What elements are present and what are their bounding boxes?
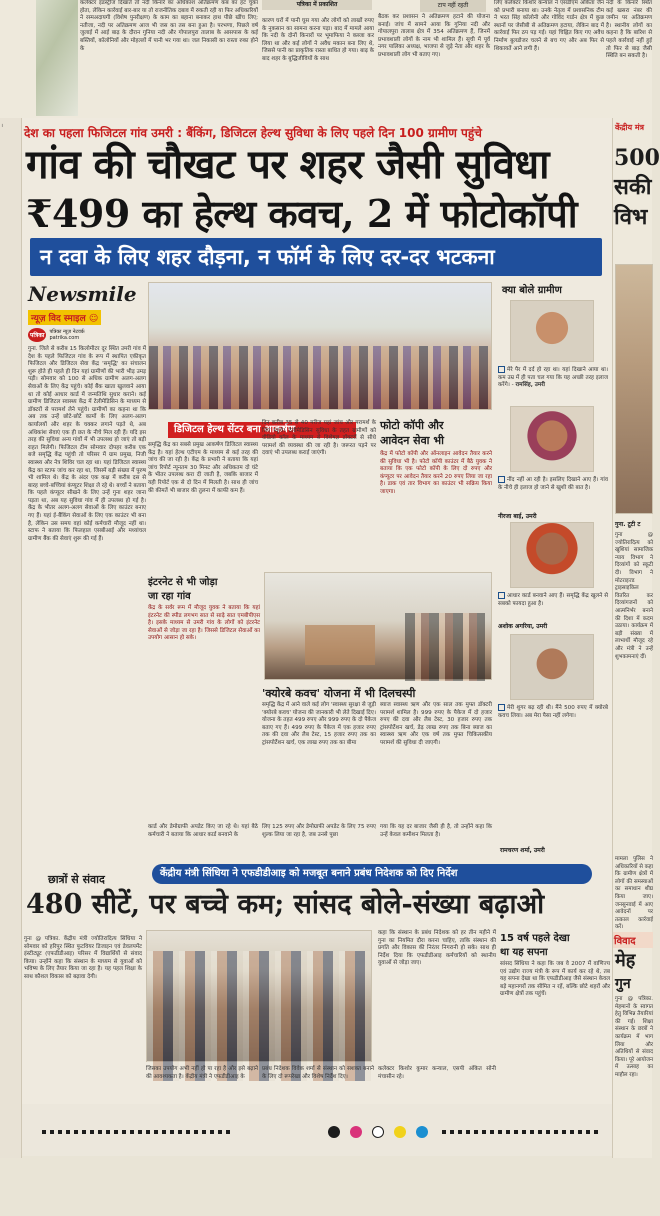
- quote-icon: [498, 704, 505, 711]
- top-col-f: नदी के किनारे स्थित कई खसरा नंबर की जमीन पर अतिक्रमण है। स्थानीय लोगों का कहना है कि बारिश से पहले कार्रवाई नहीं हुई तो फिर से बाढ़ जैसी स्थिति बन सकती है।: [606, 0, 652, 60]
- bottom-text-2: लिए 125 रुपए और डेमोग्राफी अपडेट के लिए 75 रुपए शुल्क लिया जा रहा है, जब उनसे पूछा: [262, 824, 376, 838]
- reaction-quote-3: [498, 592, 608, 618]
- reaction-photo-4: [510, 634, 594, 700]
- top-col-d-pill: [420, 0, 486, 12]
- left-sliver: [0, 118, 22, 1158]
- lower-blue-banner-text: केंद्रीय मंत्री सिंधिया ने एफडीडीआइ को मजबूत बनाने प्रबंध निदेशक को दिए निर्देश: [160, 868, 458, 879]
- col-3-text: दिन करीब 35 से 40 मरीज यहां जांच और परामर्श के लिए पहुंचे। टेलीमेडिसिन सुविधा के तहत ग्रामीणों को वीडियो कॉल के माध्यम से विशेषज्ञ डॉक्टरों से सीधे परामर्श की व्यवस्था की जा रही है। जरूरत पड़ने पर दवाएं भी उपलब्ध कराई जाएंगी।: [262, 420, 376, 457]
- brand-site: patrika.com: [49, 335, 80, 341]
- register-dot-magenta: [350, 1126, 362, 1138]
- main-col-1-text: गुना. जिले से करीब 15 किलोमीटर दूर स्थित उमरी गांव में देश के पहले फिजिटल गांव के रूप में स्थापित एकीकृत फिजिटल और डिजिटल सेवा केंद्र 'समृद्धि' का संचालन शुरू होते ही पहले ही दिन यहां ग्रामीणों की भारी भीड़ उमड़ पड़ी। सोमवार को 100 से अधिक ग्रामीण अलग-अलग सेवाओं के लिए केंद्र पहुंचे। कोई बैंक खाता खुलवाने आया था तो कोई आधार कार्ड में जन्मतिथि सुधार कराने। कई ग्रामीण डिजिटल स्वास्थ्य केंद्र में टेलीमेडिसिन के माध्यम से डॉक्टरों से परामर्श लेने पहुंचे। ग्रामीणों का कहना था कि अब तक उन्हें छोटे-छोटे कामों के लिए अलग-अलग कार्यालयों और शहर के चक्कर लगाने पड़ते थे, अब अधिकांश सेवाएं एक ही छत के नीचे मिल रही हैं। यदि इस तरह की सुविधा अन्य गांवों में भी उपलब्ध हो जाएं तो बड़ी राहत मिलेगी। फिजिटल टीम सोमवार दोपहर करीब एक बजे समृद्धि केंद्र पहुंची तो परिसर में ग्राम प्रमुख, निजी स्वास्थ्य और नेत्र शिविर चल रहा था। यहां डिजिटल स्वास्थ्य केंद्र का स्टाफ जांच कर रहा था, जिसमें बड़ी संख्या में पुरुष भी शामिल थे। केंद्र के अंदर एक कक्ष में करीब दस से बारह बच्चे-बच्चियां कंप्यूटर शिक्षा ले रहे थे। बच्चों ने बताया कि पहले कंप्यूटर सीखने के लिए उन्हें गुना शहर जाना पड़ता था, अब यह सुविधा गांव में ही उपलब्ध हो गई है। केंद्र के भीतर अलग-अलग सेवाओं के लिए काउंटर बनाए गए हैं। यहां ई-बैंकिंग सेवाओं के लिए एक काउंटर भी बना है, लेकिन उस समय वहां कोई कर्मचारी मौजूद नहीं था। स्टाफ ने बताया कि फिलहाल एसबीआई और मध्यांचल ग्रामीण बैंक की सेवाएं शुरू की गई हैं।: [28, 346, 146, 542]
- blue-banner: [30, 238, 602, 276]
- reaction-photo-1: [510, 300, 594, 362]
- print-register-strip: [22, 1104, 612, 1156]
- right-text-3: गुना @ पत्रिका. मेहमानों के स्वागत हेतु विभिन्न तैयारियां की गईं। शिक्षा संस्थान के छात्रों ने कार्यक्रम में भाग लिया और अतिथियों से संवाद किया। पूरे आयोजन में उत्साह का माहौल रहा।: [615, 996, 653, 1078]
- lower-blue-banner: [152, 864, 592, 884]
- reaction-photo-3: [510, 522, 594, 588]
- photo-crowd: [149, 346, 491, 409]
- lower-kicker-text: छात्रों से संवाद: [48, 873, 105, 886]
- quote-icon: [498, 592, 505, 599]
- brand-network: पत्रिका न्यूज़ नेटवर्क: [49, 329, 85, 335]
- brand-box: [28, 282, 146, 342]
- right-column: [612, 118, 660, 1158]
- photocopy-heading-1: फोटो कॉपी और: [380, 419, 444, 432]
- top-col-e: लिए कलेक्टर किशोर कन्याल ने एसडीएम अंकिता जैन को प्रभारी बनाया था। उनके नेतृत्व में प्रशासनिक टीम ने भरत सिंह कॉलोनी और गोविंद गार्डन क्षेत्र में कुछ स्थानों पर जेसीबी से अतिक्रमण हटाया, लेकिन बाद में कार्रवाई फिर ठप पड़ गई। यहां चिह्नित किए गए अवैध निर्माण बुलडोजर चलने से बच गए और अब फिर से शिकायतें आने लगी हैं।: [494, 0, 604, 52]
- reaction-quote-4: [498, 704, 608, 732]
- top-col-c-header-text: पत्रिका में प्रकाशित: [296, 1, 338, 8]
- register-dot-yellow: [394, 1126, 406, 1138]
- kicker-line: [24, 122, 614, 138]
- right-big-3: विभ: [614, 204, 648, 230]
- lower-headline-text: 480 सीटें, पर बच्चे कम; सांसद बोले-संख्या बढ़ाओ: [26, 889, 545, 920]
- right-kicker: केंद्रीय मंत्र: [615, 123, 645, 132]
- internet-text: केंद्र के सर्वर रूम में मौजूद युवक ने बताया कि यहां इंटरनेट की स्पीड लगभग सात से साढ़े सात एमबीपीएस है। इसके माध्यम से उमरी गांव के लोगों को इंटरनेट सेवाओं से जोड़ा जा रहा है। जिससे डिजिटल सेवाओं का उपयोग आसान हो सके।: [148, 605, 260, 642]
- reaction-quote-2: [498, 476, 608, 512]
- top-col-c: कारण घरों में पानी घुस गया और लोगों को लाखों रुपए के नुकसान का सामना करना पड़ा। बाद में मामले आया कि नदी के दोनों किनारों पर भूमाफिया ने कब्जा कर लिया था और कई लोगों ने अवैध मकान बना लिए थे, जिससे पानी का प्राकृतिक रास्ता बाधित हो गया। बाढ़ के बाद शहर के बुद्धिजीवियों के साथ: [262, 18, 374, 62]
- bottom-text-1: कार्ड और डेमोग्राफी अपडेट किए जा रहे थे। यहां बैठे कर्मचारी ने बताया कि आधार कार्ड बनवाने के: [148, 824, 258, 838]
- headline-1-text: गांव की चौखट पर शहर जैसी सुविधा: [26, 141, 549, 188]
- brand-logo: Newsmile: [28, 282, 137, 306]
- register-crosshair-icon: [372, 1126, 384, 1138]
- lower-photo-people: [147, 951, 371, 1081]
- reaction-name-3: अशोक अगरिया, उमरी: [498, 623, 548, 630]
- internet-heading-1: इंटरनेट से भी जोड़ा: [148, 577, 218, 588]
- kicker-text: देश का पहला फिजिटल गांव उमरी : बैंकिंग, डिजिटल हेल्थ सुविधा के लिए पहले दिन 100 ग्रामीण पहुंचे: [24, 126, 482, 140]
- reaction-name-1: रामसिंह, उमरी: [515, 382, 545, 389]
- right-big-2: सकी: [614, 174, 652, 200]
- lower-photo-event: [146, 930, 372, 1062]
- kavach-heading: [262, 682, 492, 698]
- kavach-text-2: ब्याज स्वास्थ्य ऋण और एक साल तक मुफ्त डॉक्टरी परामर्श शामिल है। 999 रुपए के पैकेज में दो हजार रुपए की दवा और लैब टेस्ट, 30 हजार रुपए तक ट्रांसपोर्टेशन खर्च, डेढ़ लाख रुपए तक बिना ब्याज का स्वास्थ्य ऋण और एक वर्ष तक मुफ्त चिकित्सकीय परामर्श की सुविधा दी जाएगी।: [380, 702, 492, 746]
- right-text-2: मामला पुलिस ने अधिकारियों से कहा कि ग्रामीण क्षेत्रों में लोगों की समस्याओं का समाधान शीघ्र किया जाए। जनसुनवाई में आए आवेदनों पर तत्काल कार्रवाई करें।: [615, 856, 653, 931]
- right-big-1: 500: [614, 145, 660, 171]
- blue-banner-text: न दवा के लिए शहर दौड़ना, न फॉर्म के लिए दर-दर भटकना: [40, 245, 495, 269]
- lower-bottom-c: कलेक्टर किशोर कुमार कन्याल, एसपी अंकित सोनी मंचासीन रहे।: [378, 1066, 496, 1080]
- internet-heading-2: जा रहा गांव: [148, 591, 191, 602]
- col-2-text: समृद्धि केंद्र का सबसे प्रमुख आकर्षण डिजिटल स्वास्थ्य केंद्र है। यहां हेल्थ एटीएम के माध्यम से कई तरह की जांच की जा रही है। केंद्र के प्रभारी ने बताया कि यहां जांच रिपोर्ट न्यूनतम 30 मिनट और अधिकतम दो घंटे के भीतर उपलब्ध करा दी जाती है, जबकि बाजार में यही रिपोर्ट एक से दो दिन में मिलती है। साथ ही जांच की कीमतें भी बाजार की तुलना में काफी कम हैं।: [148, 442, 258, 494]
- top-col-d: बैठक कर प्रशासन ने अतिक्रमण हटाने की योजना बनाई। जांच में सामने आया कि गुनिया नदी और गोपालपुरा तालाब क्षेत्र में 354 अतिक्रमण हैं, जिनमें प्रभावशाली लोगों के नाम भी शामिल हैं। सूची में पूर्व नगर पालिका अध्यक्ष, भाजपा से जुड़े नेता और शहर के प्रभावशाली लोग भी बताए गए।: [378, 14, 490, 58]
- lower-col-1: गुना @ पत्रिका. केंद्रीय मंत्री ज्योतिरादित्य सिंधिया ने सोमवार को हरिपुर स्थित फुटवियर डिजाइन एवं डेवलपमेंट इंस्टीट्यूट (एफडीडीआइ) परिसर में विद्यार्थियों से संवाद किया। उन्होंने कहा कि संस्थान के माध्यम से युवाओं को भविष्य के लिए तैयार किया जा रहा है। यह पहल शिक्षा के साथ कौशल विकास को बढ़ावा देगी।: [24, 936, 142, 980]
- headline-1: [26, 140, 614, 190]
- photo-office: [264, 572, 492, 680]
- left-sliver-text: ।: [1, 123, 3, 129]
- side-text: सांसद सिंधिया ने कहा कि जब वे 2007 में वाणिज्य एवं उद्योग राज्य मंत्री के रूप में कार्य कर रहे थे, तब यह सपना देखा था कि एफडीडीआइ जैसे संस्थान केवल बड़े महानगरों तक सीमित न रहें, बल्कि छोटे शहरों और ग्रामीण क्षेत्रों तक पहुंचें।: [500, 961, 610, 998]
- kavach-heading-text: 'क्योरबे कवच' योजना में भी दिलचस्पी: [262, 687, 416, 700]
- lower-headline: [26, 886, 612, 924]
- smile-icon: ☺: [88, 314, 99, 324]
- photocopy-text: केंद्र में फोटो कॉपी और ऑनलाइन आवेदन तैयार करने की सुविधा भी है। फोटो कॉपी काउंटर में बैठे युवक ने बताया कि एक फोटो कॉपी के लिए दो रुपए और कंप्यूटर पर आवेदन तैयार करने 20 रुपए लिया जा रहा है। डाक एवं तार विभाग का काउंटर भी सक्रिय किया जाएगा।: [380, 451, 492, 495]
- right-photo-caption: गुना. टूटी ट: [615, 521, 641, 528]
- right-photo-scooty: [615, 264, 653, 514]
- kavach-text-1: समृद्धि केंद्र में आने वाले कई लोग 'स्वास्थ्य सुरक्षा से जुड़ी 'क्योरबे कवच' योजना की जानकारी भी लेते दिखाई दिए। योजना के तहत 499 रुपए और 999 रुपए के दो पैकेज बताए गए हैं। 499 रुपए के पैकेज में एक हजार रुपए तक की दवा और लैब टेस्ट, 15 हजार रुपए तक का ट्रांसपोर्टेशन खर्च, एक लाख रुपए तक का बीमा: [262, 702, 376, 746]
- register-bar-left: [42, 1130, 232, 1134]
- right-meh-1: मेह: [615, 950, 636, 971]
- photocopy-heading-2: आवेदन सेवा भी: [380, 434, 444, 447]
- reaction-name-4: रामचरण शर्मा, उमरी: [500, 847, 545, 854]
- headline-2: [26, 190, 614, 238]
- top-col-b: कलेक्टर इंडस्ट्रीज दिखाते तो नदी किनारे का अधिकांश अतिक्रमण कब का हट चुका होता, लेकिन कार्रवाई बार-बार या तो राजनीतिक दबाव में रुकती रही या फिर अधिकारियों ने रस्मअदायगी (विशेष पुनरीक्षण) के काम का बहाना बनाकर हाथ पीछे खींच लिए; नतीजा, नदी पर अतिक्रमण आज भी जस का तस बना हुआ है। परभणा, पिछले वर्ष जुलाई में आई बाढ़ के दौरान गुनिया नदी और गोपालपुरा तालाब के आसपास के कई बस्तियों, कॉलोनियों और मोहल्लों में पानी भर गया था। जल निकासी का रास्ता रुका होने के: [80, 0, 258, 52]
- top-col-d-pill-text: टाप नहीं रहती: [437, 2, 469, 9]
- top-strip: [0, 0, 652, 118]
- brand-tagline: [28, 310, 101, 325]
- photo-office-desk: [305, 625, 375, 665]
- reaction-name-2: नीरजा बाई, उमरी: [498, 513, 537, 520]
- right-meh-2: गुन: [615, 976, 631, 992]
- internet-box: [148, 574, 260, 784]
- reaction-quote-4-text: मेरी शुगर बढ़ रही थी। मैंने 500 रुपए में क्योरबे कवच लिया। अब मेरा पैसा नहीं लगेगा।: [498, 705, 608, 719]
- quote-icon: [498, 476, 505, 483]
- photocopy-box: [380, 418, 492, 568]
- lower-bottom-b: प्रबंध निदेशक विवेक शर्मा से संस्थान को सशक्त बनाने के लिए दो रूपरेखा और विशेष निर्देश दिए।: [262, 1066, 374, 1080]
- quote-icon: [498, 366, 505, 373]
- reaction-quote-3-text: आधार कार्ड बनवाने आए हैं। समृद्धि केंद्र खुलने से सबको फायदा हुआ है।: [498, 593, 608, 607]
- lower-kicker: [48, 868, 148, 884]
- lower-bottom-a: जिसका उपयोग अभी नहीं हो पा रहा है और इसे बढ़ाने की आवश्यकता है। केंद्रीय मंत्री ने एफडीडीआइ के: [146, 1066, 258, 1080]
- photo-office-people: [405, 613, 485, 681]
- reactions-column: [496, 282, 610, 862]
- reactions-header: [496, 282, 610, 296]
- side-box: [500, 930, 610, 1078]
- reaction-quote-2-text: नींद नहीं आ रही है। इसलिए दिखाने आए हैं। गांव के नीचे ही इलाज हो जाने से खुशी की बात है।: [498, 477, 608, 491]
- reactions-header-text: क्या बोले ग्रामीण: [502, 285, 562, 296]
- top-col-c-header: [262, 0, 372, 10]
- lower-col-mid: कहा कि संस्थान के प्रबंध निदेशक को हर तीन महीने में गुना का नियमित दौरा करना चाहिए, ताकि संस्थान की प्रगति और विकास की निरंतर निगरानी हो सके। साथ ही निर्देश दिया कि एफडीडीआइ कर्मचारियों को स्थानीय युवाओं से जोड़ा जाए।: [378, 930, 496, 967]
- bottom-text-3: गया कि यह दर बाजार जैसी ही है, तो उन्होंने कहा कि उन्हें केवल कमीशन मिलता है।: [380, 824, 492, 838]
- register-dot-cyan: [416, 1126, 428, 1138]
- reaction-quote-1-text: मेरे पैर में दर्द हो रहा था। यहां दिखाने आया था। कम उम्र में ही पता चल गया कि यह अच्छी तरह इलाज करेंगे।: [498, 367, 608, 389]
- brand-tagline-text: न्यूज़ विद स्माइल: [31, 314, 86, 324]
- patrika-badge: पत्रिका: [28, 328, 46, 342]
- side-head-2: था यह सपना: [500, 947, 548, 958]
- side-head-1: 15 वर्ष पहले देखा: [500, 933, 570, 944]
- reaction-photo-2: [510, 406, 594, 472]
- photo-caption-text: डिजिटल हेल्थ सेंटर बना आकर्षण: [174, 424, 296, 435]
- leaf-photo: [36, 0, 78, 116]
- right-vivad: विवाद: [613, 932, 653, 948]
- right-text-1: गुना @ ज्योतिरादित्य को खुशियां सामाजिक न्याय विभाग ने दिव्यांगों को स्कूटी दी। विभाग ने मोटराइज्ड ट्राइसाइकिल वितरित कर दिव्यांगजनों को आत्मनिर्भर बनाने की दिशा में कदम उठाया। कार्यक्रम में बड़ी संख्या में लाभार्थी मौजूद रहे और मंत्री ने उन्हें शुभकामनाएं दीं।: [615, 532, 653, 660]
- main-photo-health-camp: [148, 282, 492, 410]
- register-bar-right: [442, 1130, 602, 1134]
- register-dot-black: [328, 1126, 340, 1138]
- headline-2-text: ₹499 का हेल्थ कवच, 2 में फोटोकॉपी: [26, 191, 578, 236]
- reaction-quote-1: मेरे पैर में दर्द हो रहा था। यहां दिखाने आया था। कम उम्र में ही पता चल गया कि यह अच्छी तरह इलाज करेंगे। - रामसिंह, उमरी: [498, 367, 608, 389]
